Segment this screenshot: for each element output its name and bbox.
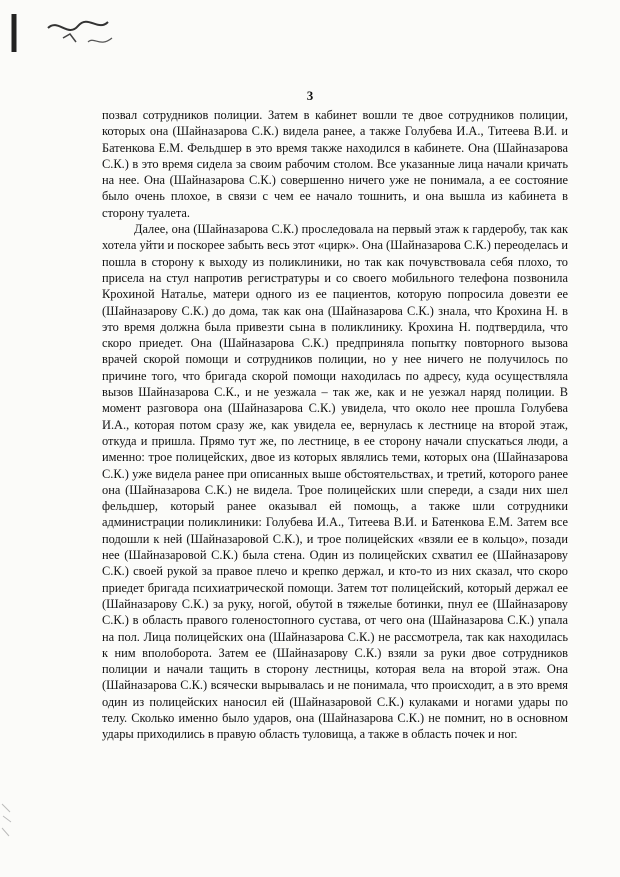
paragraph-2: Далее, она (Шайназарова С.К.) проследовала на первый этаж к гардеробу, так как хотела уйти и поскорее забыть весь этот «цирк». Она (Шайназарова С.К.) переоделась и пошла в сторону к выходу из поликлиники, но так как почувствовала себя плохо, то присела на стул напротив регистратуры и со своего мобильного телефона позвонила Крохиной Наталье, матери одного из ее пациентов, которую попросила довезти ее (Шайназарову С.К.) до дома, так как она (Шайназарова С.К.) знала, что Крохина Н. в это время должна была привезти сына в поликлинику. Крохина Н. подтвердила, что скоро приедет. Она (Шайназарова С.К.) предприняла попытку повторного вызова врачей скорой помощи и сотрудников полиции, но у нее ничего не получилось по причине того, что бригада скорой помощи находилась по адресу, куда осуществляла вызов Шайназарова С.К., и не уезжала – так же, как и не уезжал наряд полиции. В момент разговора она (Шайназарова С.К.) увидела, что около нее прошла Голубева И.А., которая потом сразу же, как увидела ее, вернулась к лестнице на второй этаж, откуда и пришла. Прямо тут же, по лестнице, в ее сторону начали спускаться люди, а именно: трое полицейских, двое из которых являлись теми, которых она (Шайназарова С.К.) уже видела ранее при описанных выше обстоятельствах, и третий, которого ранее она (Шайназарова С.К.) не видела. Трое полицейских шли спереди, а сзади них шел фельдшер, который ранее оказывал ей помощь, а также шли сотрудники администрации поликлиники: Голубева И.А., Титеева В.И. и Батенкова Е.М. Затем все подошли к ней (Шайназаровой С.К.), и трое полицейских «взяли ее в кольцо», позади нее (Шайназаровой С.К.) была стена. Один из полицейских схватил ее (Шайназарову С.К.) своей рукой за правое плечо и крепко держал, и кто-то из них сказал, что скоро приедет бригада психиатрической помощи. Затем тот полицейский, который держал ее (Шайназарову С.К.) за руку, ногой, обутой в тяжелые ботинки, пнул ее (Шайназарову С.К.) в область правого голеностопного сустава, от чего она (Шайназарова С.К.) упала на пол. Лица полицейских она (Шайназарова С.К.) не рассмотрела, так как находилась к ним вполоборота. Затем ее (Шайназарову С.К.) взяли за руки двое сотрудников полиции и начали тащить в сторону лестницы, которая вела на второй этаж. Она (Шайназарова С.К.) всячески вырывалась и не понимала, что происходит, а в это время один из полицейских наносил ей (Шайназаровой С.К.) кулаками и ногами удары по телу. Сколько именно было ударов, она (Шайназарова С.К.) не помнит, но в основном удары приходились в правую область туловища, а также в область почек и ног. [102,222,568,742]
paragraph-1: позвал сотрудников полиции. Затем в кабинет вошли те двое сотрудников полиции, которых она (Шайназарова С.К.) видела ранее, а также Голубева И.А., Титеева В.И. и Батенкова Е.М. Фельдшер в это время также находился в кабинете. Она (Шайназарова С.К.) в это время сидела за своим рабочим столом. Все указанные лица начали кричать на нее. Она (Шайназарова С.К.) совершенно ничего уже не понимала, а ее состояние было очень плохое, в связи с чем ее начало тошнить, и она вышла из кабинета в сторону туалета. [102,108,568,220]
handwritten-scribble-icon [8,8,128,58]
page-number: 3 [306,88,314,103]
document-body [102,107,568,743]
scan-edge-icon [0,800,14,840]
